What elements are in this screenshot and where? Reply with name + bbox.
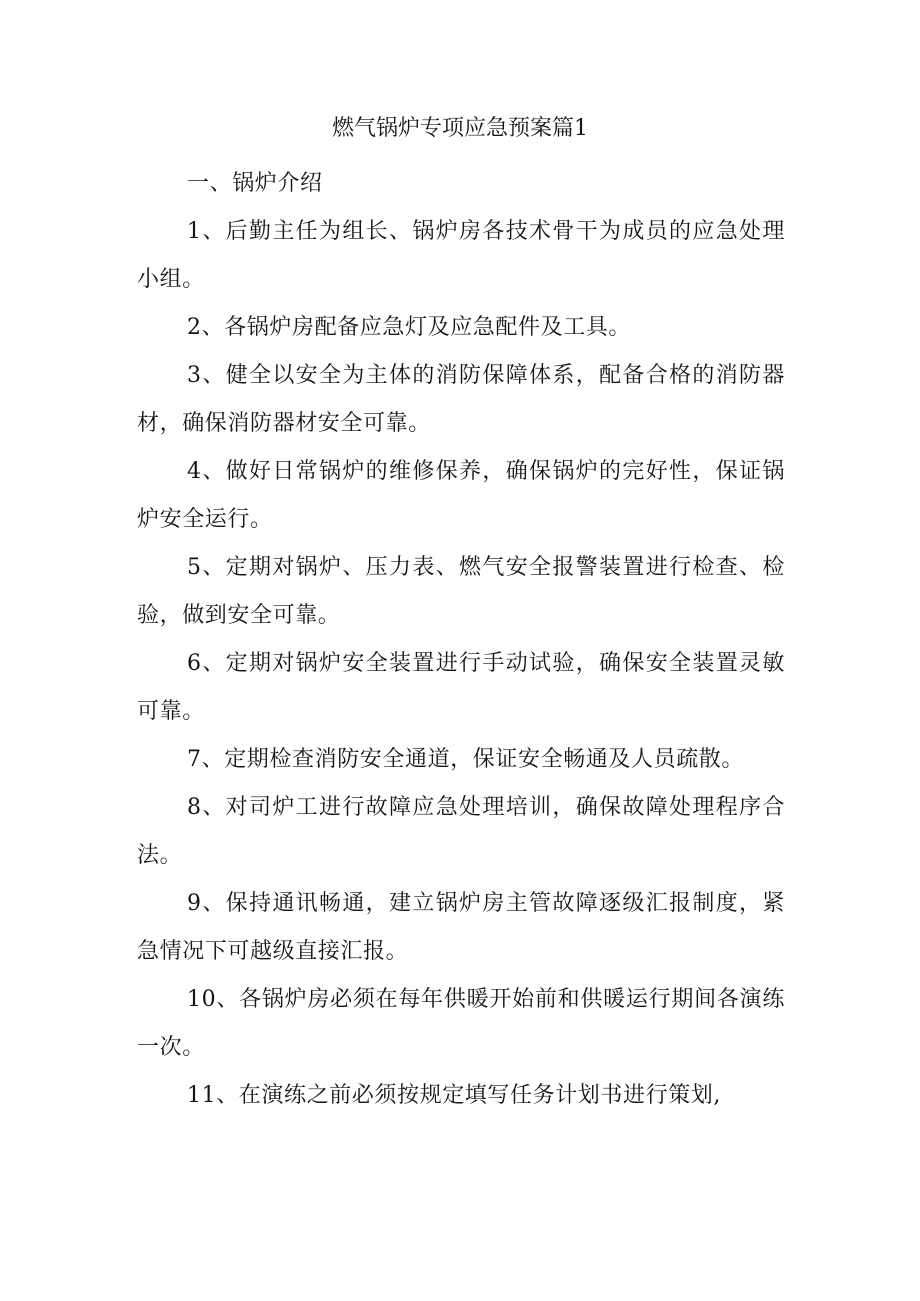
document-title: 燃气锅炉专项应急预案篇1 <box>332 116 588 141</box>
paragraph-1: 1、后勤主任为组长、锅炉房各技术骨干为成员的应急处理小组。 <box>137 219 785 292</box>
paragraph-8: 8、对司炉工进行故障应急处理培训，确保故障处理程序合法。 <box>137 795 785 868</box>
section-heading: 一、锅炉介绍 <box>187 171 323 196</box>
paragraph-11: 11、在演练之前必须按规定填写任务计划书进行策划, <box>187 1083 721 1108</box>
paragraph-4: 4、做好日常锅炉的维修保养，确保锅炉的完好性，保证锅炉安全运行。 <box>137 459 785 532</box>
document-body <box>137 160 785 1120</box>
paragraph-5: 5、定期对锅炉、压力表、燃气安全报警装置进行检查、检验，做到安全可靠。 <box>137 555 785 628</box>
paragraph-6: 6、定期对锅炉安全装置进行手动试验，确保安全装置灵敏可靠。 <box>137 651 785 724</box>
paragraph-3: 3、健全以安全为主体的消防保障体系，配备合格的消防器材，确保消防器材安全可靠。 <box>137 363 785 436</box>
paragraph-7: 7、定期检查消防安全通道，保证安全畅通及人员疏散。 <box>187 747 744 772</box>
paragraph-10: 10、各锅炉房必须在每年供暖开始前和供暖运行期间各演练一次。 <box>137 987 785 1060</box>
paragraph-2: 2、各锅炉房配备应急灯及应急配件及工具。 <box>187 315 631 340</box>
paragraph-9: 9、保持通讯畅通，建立锅炉房主管故障逐级汇报制度，紧急情况下可越级直接汇报。 <box>137 891 785 964</box>
